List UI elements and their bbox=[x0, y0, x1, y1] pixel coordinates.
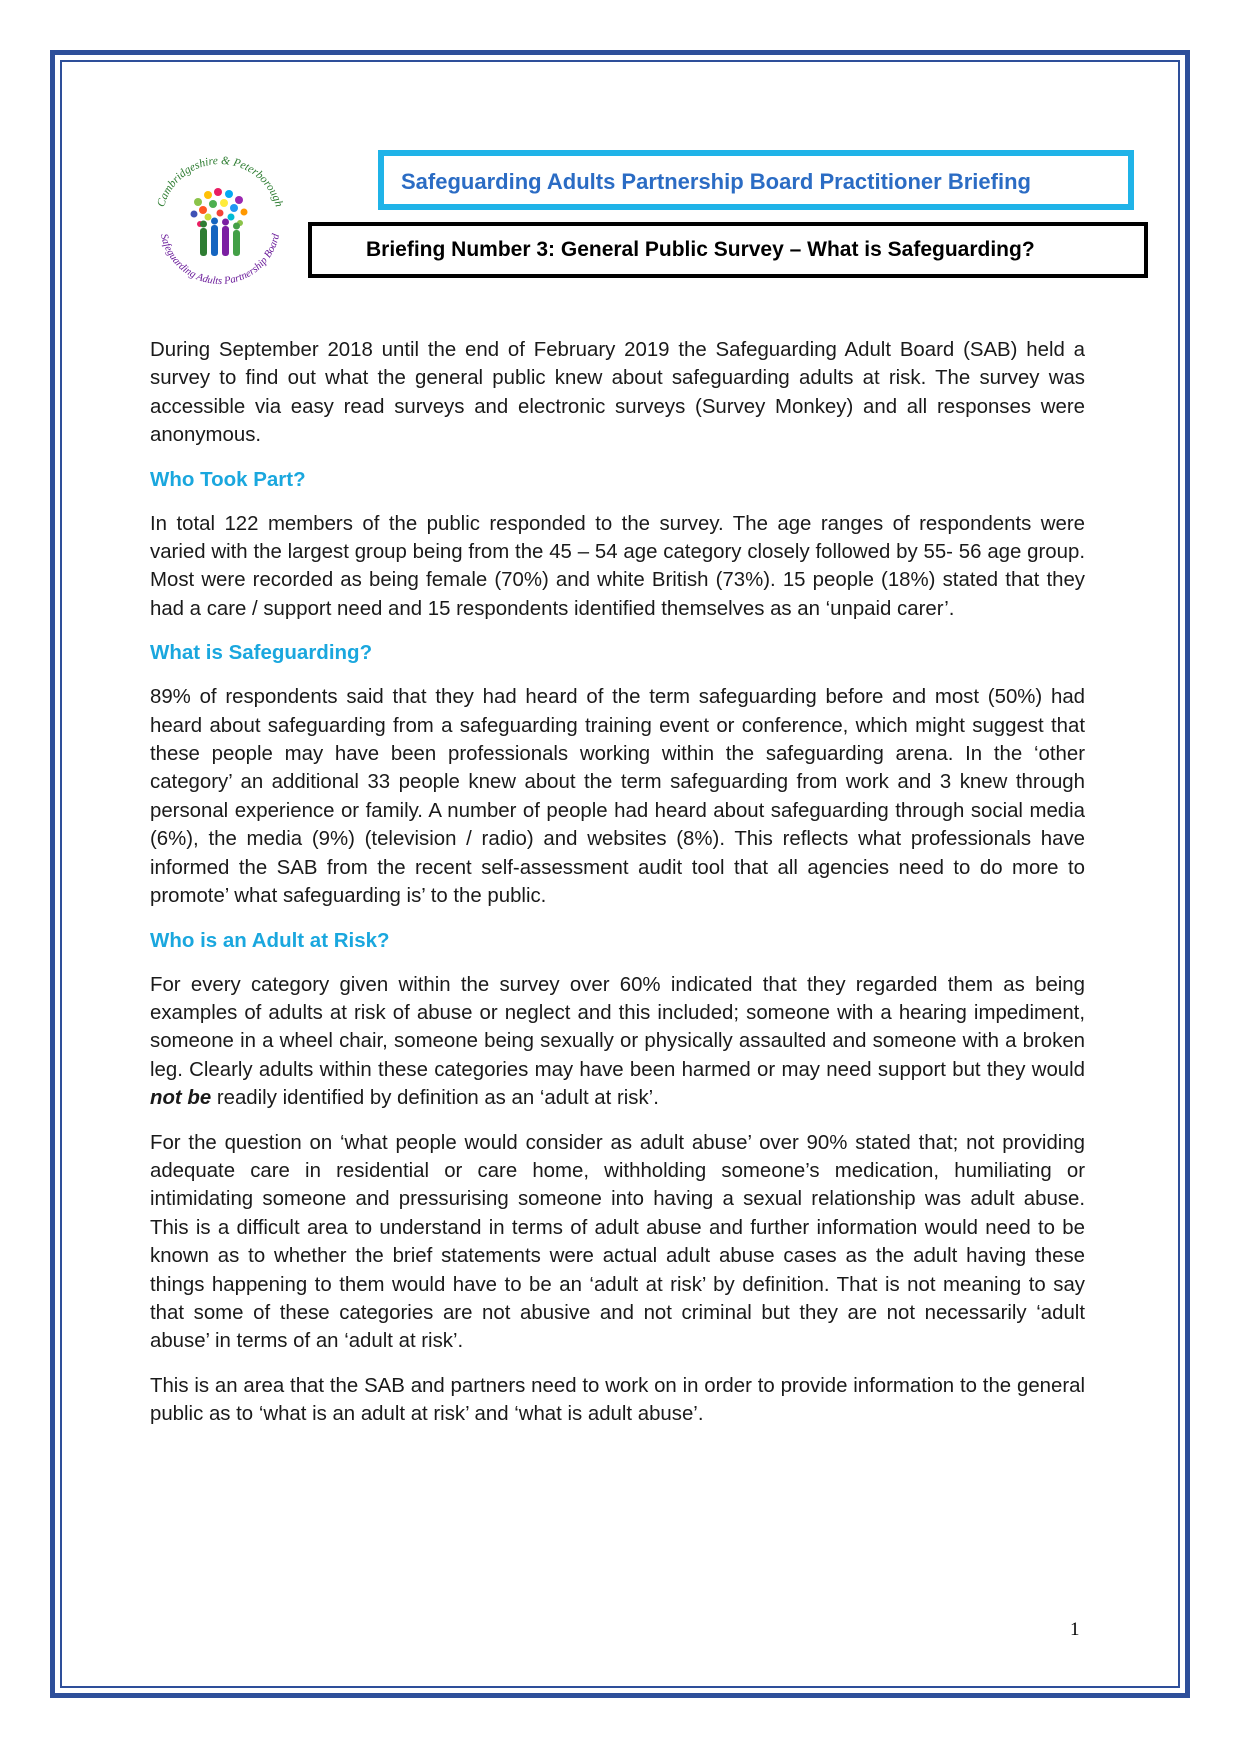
briefing-series-title: Safeguarding Adults Partnership Board Practitioner Briefing bbox=[378, 150, 1134, 210]
what-is-safeguarding-paragraph: 89% of respondents said that they had heard of the term safeguarding before and most (50%) had heard about safeguarding from a safeguarding training event or conference, which might suggest that these people may have been professionals working within the safeguarding arena. In the ‘other category’ an additional 33 people knew about the term safeguarding from work and 3 knew through personal experience or family. A number of people had heard about safeguarding through social media (6%), the media (9%) (television / radio) and websites (8%). This reflects what professionals have informed the SAB from the recent self-assessment audit tool that all agencies need to do more to promote’ what safeguarding is’ to the public. bbox=[150, 686, 1085, 908]
section-heading-who-took-part: Who Took Part? bbox=[150, 467, 306, 491]
closing-paragraph: This is an area that the SAB and partners need to work on in order to provide information to the general public as to ‘what is an adult at risk’ and ‘what is adult abuse’. bbox=[150, 1374, 1085, 1426]
document-body bbox=[150, 336, 1085, 1445]
adult-at-risk-p1-before: For every category given within the survey over 60% indicated that they regarded them as being examples of adults at risk of abuse or neglect and this included; someone with a hearing impediment, someone in a wheel chair, someone being sexually or physically assaulted and someone with a broken leg. Clearly adults within these categories may have been harmed or may need support but they would bbox=[150, 973, 1085, 1081]
section-heading-adult-at-risk: Who is an Adult at Risk? bbox=[150, 928, 390, 952]
section-heading-what-is-safeguarding: What is Safeguarding? bbox=[150, 641, 373, 665]
logo-arc-top: Cambridgeshire & Peterborough bbox=[155, 154, 285, 209]
adult-at-risk-paragraph-1 bbox=[150, 971, 1085, 1113]
logo-arc-bottom: Safeguarding Adults Partnership Board bbox=[157, 232, 283, 288]
emphasis-not-be: not be bbox=[150, 1087, 212, 1110]
who-took-part-paragraph: In total 122 members of the public responded to the survey. The age ranges of respondents were varied with the largest group being from the 45 – 54 age category closely followed by 55- 56 age group. Most were recorded as being female (70%) and white British (73%). 15 people (18%) stated that they had a care / support need and 15 respondents identified themselves as an ‘unpaid carer’. bbox=[150, 512, 1085, 620]
briefing-number-title: Briefing Number 3: General Public Survey – What is Safeguarding? bbox=[308, 222, 1148, 278]
adult-abuse-paragraph: For the question on ‘what people would consider as adult abuse’ over 90% stated that; not providing adequate care in residential or care home, withholding someone’s medication, humiliating or intimidating someone and pressurising someone into having a sexual relationship was adult abuse. This is a difficult area to understand in terms of adult abuse and further information would need to be known as to whether the brief statements were actual adult abuse cases as the adult having these things happening to them would have to be an ‘adult at risk’ by definition. That is not meaning to say that some of these categories are not abusive and not criminal but they are not necessarily ‘adult abuse’ in terms of an ‘adult at risk’. bbox=[150, 1131, 1085, 1353]
sab-logo bbox=[140, 140, 300, 300]
adult-at-risk-p1-after: readily identified by definition as an ‘adult at risk’. bbox=[211, 1087, 659, 1110]
intro-paragraph: During September 2018 until the end of February 2019 the Safeguarding Adult Board (SAB) held a survey to find out what the general public knew about safeguarding adults at risk. The survey was accessible via easy read surveys and electronic surveys (Survey Monkey) and all responses were anonymous. bbox=[150, 339, 1085, 447]
page-number: 1 bbox=[1070, 1619, 1080, 1640]
